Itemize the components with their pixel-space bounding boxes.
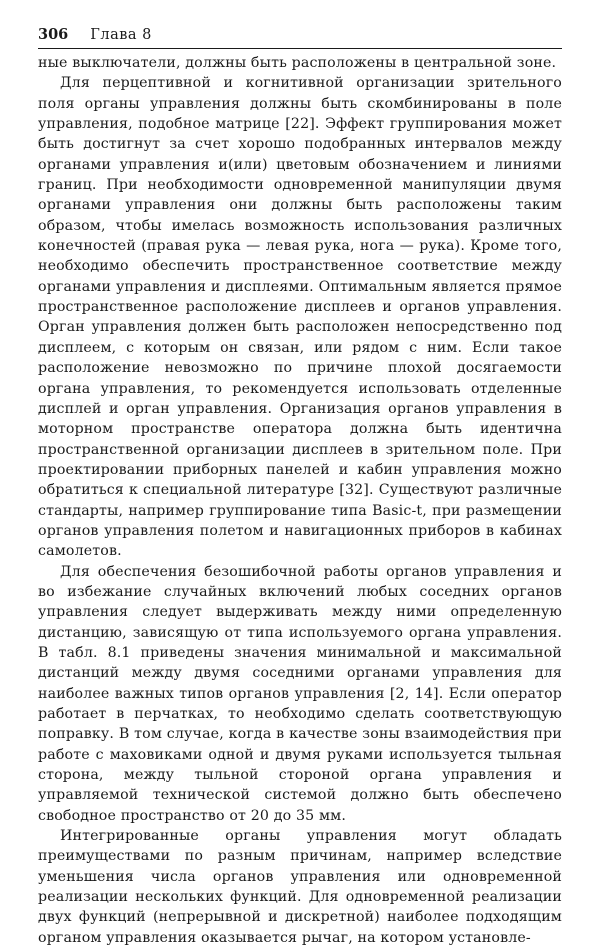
paragraph-integrated-controls: Интегрированные органы управления могут обладать преимуществами по разным причинам, например вследствие уменьшения числа органов управления или одновременной реализации нескольких функций. Для одновременной реализации двух функций (непрерывной и дискретной) наиболее подходящим органом управления оказывается рычаг, на котором установле- xyxy=(38,828,562,946)
running-head xyxy=(38,26,562,49)
book-page xyxy=(38,26,562,948)
body-text xyxy=(38,53,562,948)
chapter-label: Глава 8 xyxy=(90,27,152,43)
paragraph-control-layout: Для перцептивной и когнитивной организации зрительного поля органы управления должны быть скомбинированы в поле управления, подобное матрице [22]. Эффект группирования может быть достигнут за счет хорошо подобранных интервалов между органами управления и(или) цветовым обозначением и линиями границ. При необходимости одновременной манипуляции двумя органами управления они должны быть расположены таким образом, чтобы имелась возможность использования различных конечностей (правая рука — левая рука, нога — рука). Кроме того, необходимо обеспечить пространственное соответствие между органами управления и дисплеями. Оптимальным является прямое пространственное расположение дисплеев и органов управления. Орган управления должен быть расположен непосредственно под дисплеем, с которым он связан, или рядом с ним. Если такое расположение невозможно по причине плохой досягаемости органа управления, то рекомендуется использовать отделенные дисплей и орган управления. Организация органов управления в моторном пространстве оператора должна быть идентична пространственной организации дисплеев в зрительном поле. При проектировании приборных панелей и кабин управления можно обратиться к специальной литературе [32]. Существуют различные стандарты, например группирование типа Basic-t, при размещении органов управления полетом и навигационных приборов в кабинах самолетов. xyxy=(38,75,562,560)
page-number: 306 xyxy=(38,26,69,43)
paragraph-control-spacing: Для обеспечения безошибочной работы органов управления и во избежание случайных включений любых соседних органов управления следует выдерживать между ними определенную дистанцию, зависящую от типа используемого органа управления. В табл. 8.1 приведены значения минимальной и максимальной дистанций между двумя соседними органами управления для наиболее важных типов органов управления [2, 14]. Если оператор работает в перчатках, то необходимо сделать соответствующую поправку. В том случае, когда в качестве зоны взаимодействия при работе с маховиками одной и двумя руками используется тыльная сторона, между тыльной стороной органа управления и управляемой технической системой должно быть обеспечено свободное пространство от 20 до 35 мм. xyxy=(38,563,562,824)
paragraph-continued: ные выключатели, должны быть расположены в центральной зоне. xyxy=(38,55,557,71)
